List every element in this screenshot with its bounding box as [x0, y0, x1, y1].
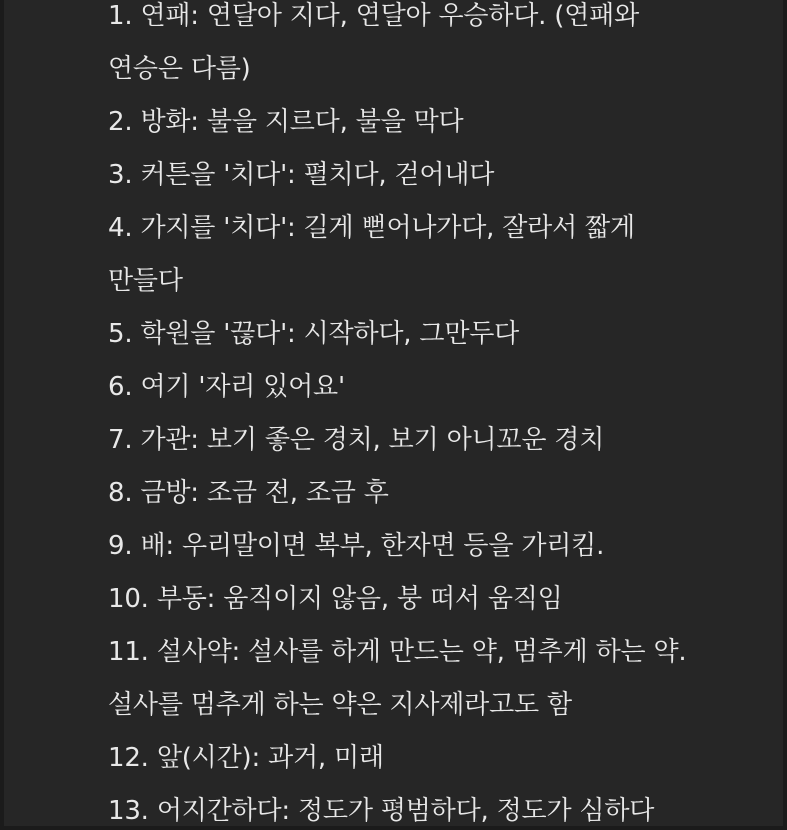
list-item: 2. 방화: 불을 지르다, 불을 막다 — [108, 107, 464, 137]
list-item: 4. 가지를 '치다': 길게 뻗어나가다, 잘라서 짧게 — [108, 213, 635, 243]
list-item: 만들다 — [108, 266, 183, 296]
list-item: 10. 부동: 움직이지 않음, 붕 떠서 움직임 — [108, 584, 563, 614]
list-item: 7. 가관: 보기 좋은 경치, 보기 아니꼬운 경치 — [108, 425, 605, 455]
list-item: 연승은 다름) — [108, 54, 251, 84]
list-item: 5. 학원을 '끊다': 시작하다, 그만두다 — [108, 319, 520, 349]
list-item: 1. 연패: 연달아 지다, 연달아 우승하다. (연패와 — [108, 1, 639, 31]
list-item: 6. 여기 '자리 있어요' — [108, 372, 345, 402]
list-item: 13. 어지간하다: 정도가 평범하다, 정도가 심하다 — [108, 796, 655, 826]
list-item: 3. 커튼을 '치다': 펼치다, 걷어내다 — [108, 160, 495, 190]
list-item: 8. 금방: 조금 전, 조금 후 — [108, 478, 389, 508]
list-item: 11. 설사약: 설사를 하게 만드는 약, 멈추게 하는 약. — [108, 637, 687, 667]
list-item: 9. 배: 우리말이면 복부, 한자면 등을 가리킴. — [108, 531, 605, 561]
list-item: 12. 앞(시간): 과거, 미래 — [108, 743, 384, 773]
list-item: 설사를 멈추게 하는 약은 지사제라고도 함 — [108, 690, 572, 720]
word-list — [108, 0, 743, 830]
